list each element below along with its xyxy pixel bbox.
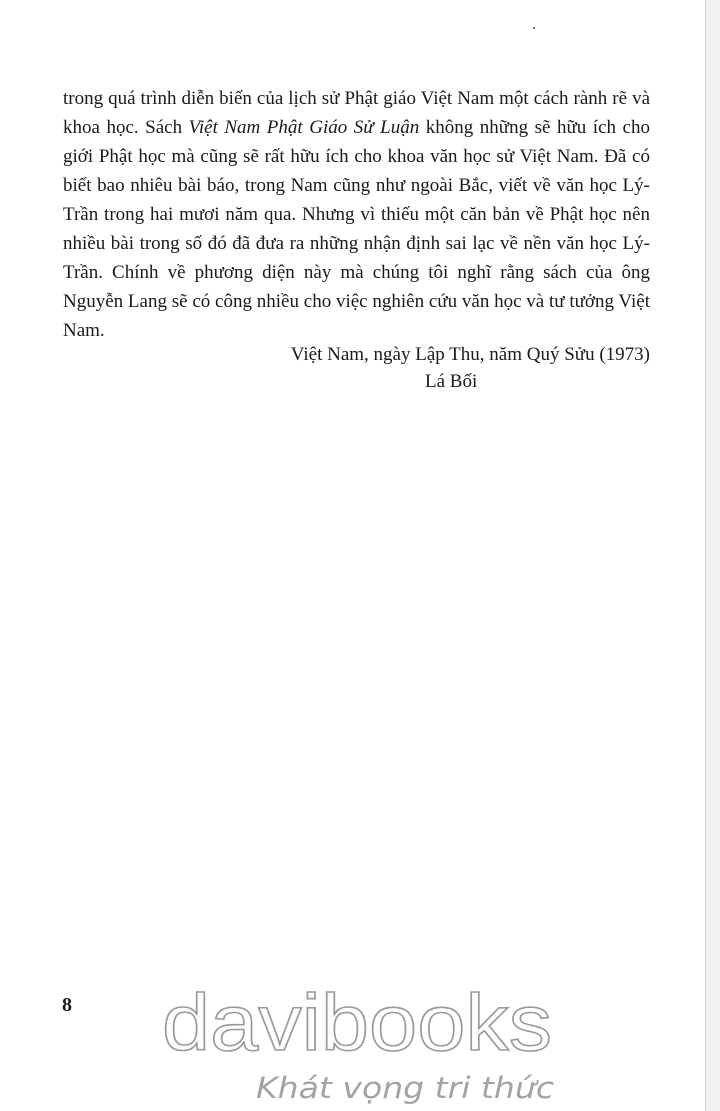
watermark-tagline: Khát vọng tri thức <box>256 1071 555 1105</box>
davibooks-watermark-logo <box>160 978 580 1108</box>
watermark-brand: davibooks <box>162 978 552 1067</box>
scan-speck <box>533 27 535 29</box>
signature-place-date: Việt Nam, ngày Lập Thu, năm Quý Sửu (1973) <box>290 344 650 365</box>
paragraph-text-after: không những sẽ hữu ích cho giới Phật học mà cũng sẽ rất hữu ích cho khoa văn học sử Việt Nam. Đã có biết bao nhiêu bài báo, trong Nam cũng như ngoài Bắc, viết về văn học Lý-Trần trong hai mươi năm qua. Nhưng vì thiếu một căn bản về Phật học nên nhiều bài trong số đó đã đưa ra những nhận định sai lạc về nền văn học Lý-Trần. Chính về phương diện này mà chúng tôi nghĩ rằng sách của ông Nguyễn Lang sẽ có công nhiều cho việc nghiên cứu văn học và tư tưởng Việt Nam. <box>63 117 650 341</box>
body-paragraph <box>63 84 650 345</box>
paragraph-text-before: trong quá trình diễn biến của lịch sử Phật giáo Việt Nam một cách rành rẽ và khoa học. Sách <box>63 88 650 138</box>
page-edge <box>705 0 720 1111</box>
book-title: Việt Nam Phật Giáo Sử Luận <box>188 117 420 138</box>
page-number: 8 <box>62 994 72 1016</box>
signature-name: Lá Bối <box>425 371 478 392</box>
